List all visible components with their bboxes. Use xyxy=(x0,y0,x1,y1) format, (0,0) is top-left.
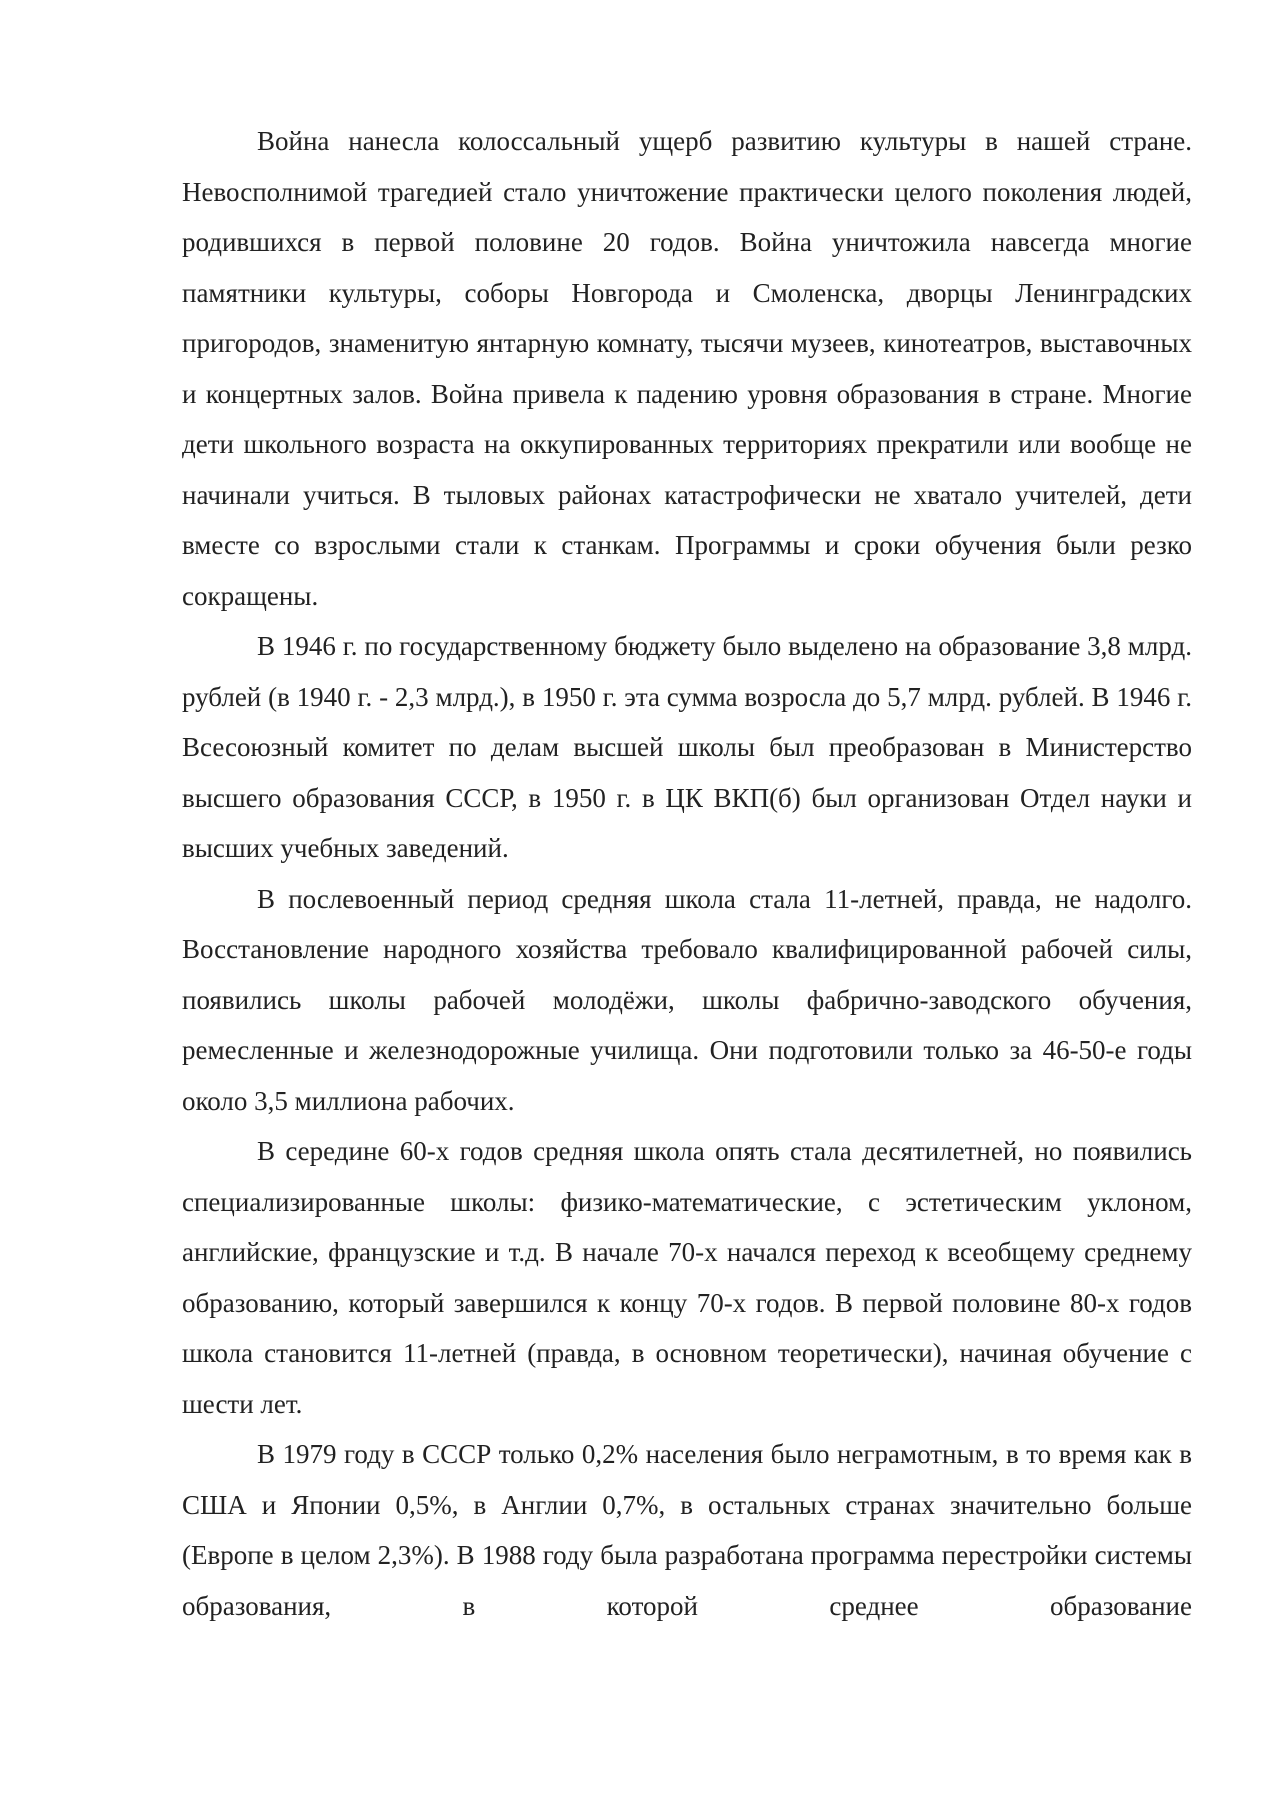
paragraph-education-budget: В 1946 г. по государственному бюджету было выделено на образование 3,8 млрд. рублей (в 1940 г. - 2,3 млрд.), в 1950 г. эта сумма возросла до 5,7 млрд. рублей. В 1946 г. Всесоюзный комитет по делам высшей школы был преобразован в Министерство высшего образования СССР, в 1950 г. в ЦК ВКП(б) был организован Отдел науки и высших учебных заведений. xyxy=(182,631,1192,863)
paragraph-war-damage: Война нанесла колоссальный ущерб развитию культуры в нашей стране. Невосполнимой трагедией стало уничтожение практически целого поколения людей, родившихся в первой половине 20 годов. Война уничтожила навсегда многие памятники культуры, соборы Новгорода и Смоленска, дворцы Ленинградских пригородов, знаменитую янтарную комнату, тысячи музеев, кинотеатров, выставочных и концертных залов. Война привела к падению уровня образования в стране. Многие дети школьного возраста на оккупированных территориях прекратили или вообще не начинали учиться. В тыловых районах катастрофически не хватало учителей, дети вместе со взрослыми стали к станкам. Программы и сроки обучения были резко сокращены. xyxy=(182,126,1192,611)
paragraph-sixties-school: В середине 60-х годов средняя школа опять стала десятилетней, но появились специализированные школы: физико-математические, с эстетическим уклоном, английские, французские и т.д. В начале 70-х начался переход к всеобщему среднему образованию, который завершился к концу 70-х годов. В первой половине 80-х годов школа становится 11-летней (правда, в основном теоретически), начиная обучение с шести лет. xyxy=(182,1136,1192,1419)
paragraph-postwar-school: В послевоенный период средняя школа стала 11-летней, правда, не надолго. Восстановление народного хозяйства требовало квалифицированной рабочей силы, появились школы рабочей молодёжи, школы фабрично-заводского обучения, ремесленные и железнодорожные училища. Они подготовили только за 46-50-е годы около 3,5 миллиона рабочих. xyxy=(182,883,1192,1116)
paragraph-literacy-1979: В 1979 году в СССР только 0,2% населения было неграмотным, в то время как в США и Японии 0,5%, в Англии 0,7%, в остальных странах значительно больше (Европе в целом 2,3%). В 1988 году была разработана программа перестройки системы образования, в которой среднее образование xyxy=(182,1439,1192,1621)
document-body xyxy=(182,116,1192,1631)
